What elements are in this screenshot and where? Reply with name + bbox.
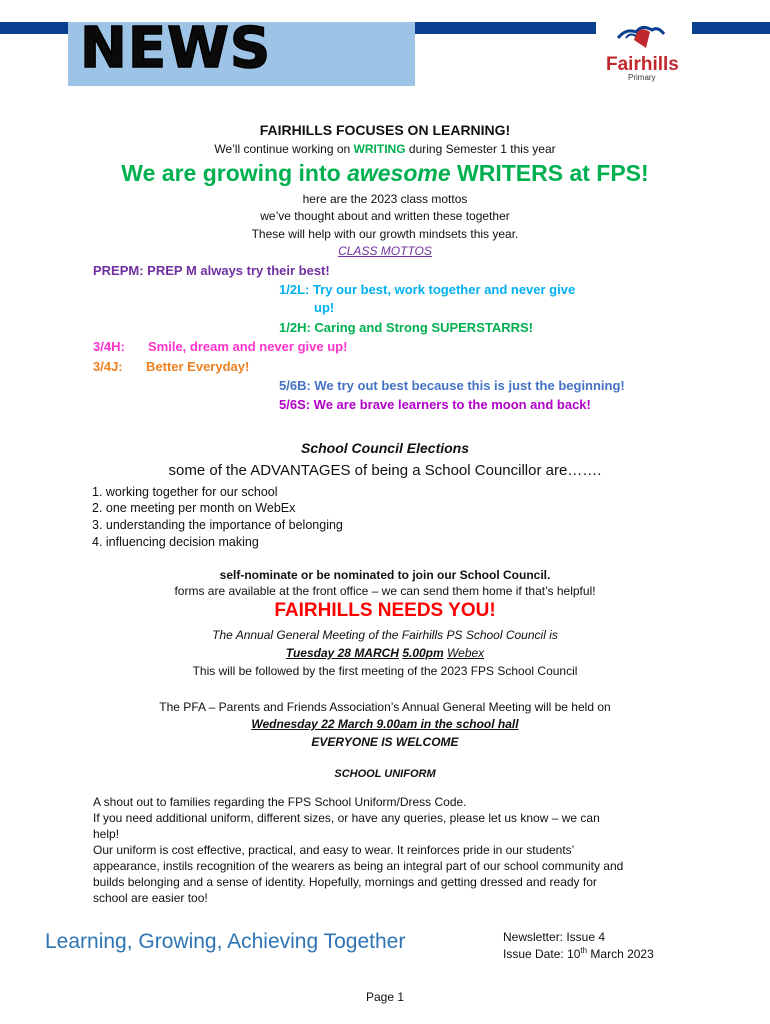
motto-12l-cont: up! [314,300,335,315]
footer-date-sup: th [580,946,588,955]
uniform-line: If you need additional uniform, different sizes, or have any queries, please let us know – we can [93,811,600,825]
page-number: Page 1 [365,990,405,1004]
footer-tagline: Learning, Growing, Achieving Together [45,930,406,953]
agm-when [0,646,770,660]
uniform-line: Our uniform is cost effective, practical, and easy to wear. It reinforces pride in our students’ [93,843,575,857]
footer-date-post: March 2023 [587,947,654,961]
logo-name: Fairhills [606,54,679,75]
forms-line: forms are available at the front office – we can send them home if that’s helpful! [174,584,596,598]
motto-34j: Better Everyday! [146,359,250,374]
logo-emblem-icon [596,18,692,58]
uniform-line: school are easier too! [93,891,208,905]
motto-56b: 5/6B: We try out best because this is just the beginning! [279,378,625,393]
council-list-item: 2. one meeting per month on WebEx [92,501,296,515]
uniform-line: appearance, instils recognition of the wearers as being an integral part of our school community and [93,859,624,873]
uniform-line: builds belonging and a sense of identity. Hopefully, mornings and getting dressed and ready for [93,875,597,889]
agm-date: Tuesday 28 MARCH [285,646,399,660]
motto-34h-class: 3/4H: [93,339,125,354]
pfa-line: The PFA – Parents and Friends Association’s Annual General Meeting will be held on [159,700,611,714]
pfa-welcome: EVERYONE IS WELCOME [311,735,459,749]
focus-line-pre: We’ll continue working on [214,142,351,156]
council-list-item: 1. working together for our school [92,485,278,499]
pfa-date: Wednesday 22 March 9.00am in the school hall [251,717,519,731]
uniform-paragraph [93,794,693,906]
agm-where: Webex [447,646,485,660]
intro-line: we’ve thought about and written these together [260,209,510,223]
class-mottos-link[interactable]: CLASS MOTTOS [338,244,432,258]
footer-date-pre: Issue Date: 10 [503,947,581,961]
logo-subtitle: Primary [628,73,656,82]
council-list-item: 4. influencing decision making [92,535,259,549]
focus-line-highlight: WRITING [353,142,406,156]
council-heading: School Council Elections [300,440,470,456]
focus-line-post: during Semester 1 this year [408,142,556,156]
focus-heading: FAIRHILLS FOCUSES ON LEARNING! [259,122,511,138]
uniform-line: A shout out to families regarding the FPS School Uniform/Dress Code. [93,795,467,809]
council-advantages: some of the ADVANTAGES of being a School Councillor are……. [168,462,602,479]
motto-34h: Smile, dream and never give up! [148,339,348,354]
council-list-item: 3. understanding the importance of belonging [92,518,343,532]
focus-line [0,142,770,156]
footer-issue: Newsletter: Issue 4 [503,930,606,944]
agm-time: 5.00pm [402,646,444,660]
intro-line: These will help with our growth mindsets this year. [251,227,519,241]
nominate-line: self-nominate or be nominated to join our School Council. [219,568,551,582]
uniform-heading: SCHOOL UNIFORM [334,768,436,780]
motto-12h: 1/2H: Caring and Strong SUPERSTARRS! [279,320,534,335]
growing-pre: We are growing into [121,160,341,186]
uniform-line: help! [93,827,120,841]
growing-em: awesome [347,160,451,186]
motto-prepm: PREPM: PREP M always try their best! [93,263,330,278]
agm-line: The Annual General Meeting of the Fairhills PS School Council is [212,628,558,642]
footer-date [503,946,654,961]
intro-line: here are the 2023 class mottos [302,192,468,206]
motto-12l: 1/2L: Try our best, work together and never give [279,282,576,297]
growing-post: WRITERS at FPS! [457,160,649,186]
followed-line: This will be followed by the first meeting of the 2023 FPS School Council [192,664,578,678]
motto-56s: 5/6S: We are brave learners to the moon and back! [279,397,591,412]
motto-34j-class: 3/4J: [93,359,123,374]
news-title: NEWS [80,16,272,81]
needs-you-headline: FAIRHILLS NEEDS YOU! [274,600,496,621]
growing-headline [0,160,770,187]
